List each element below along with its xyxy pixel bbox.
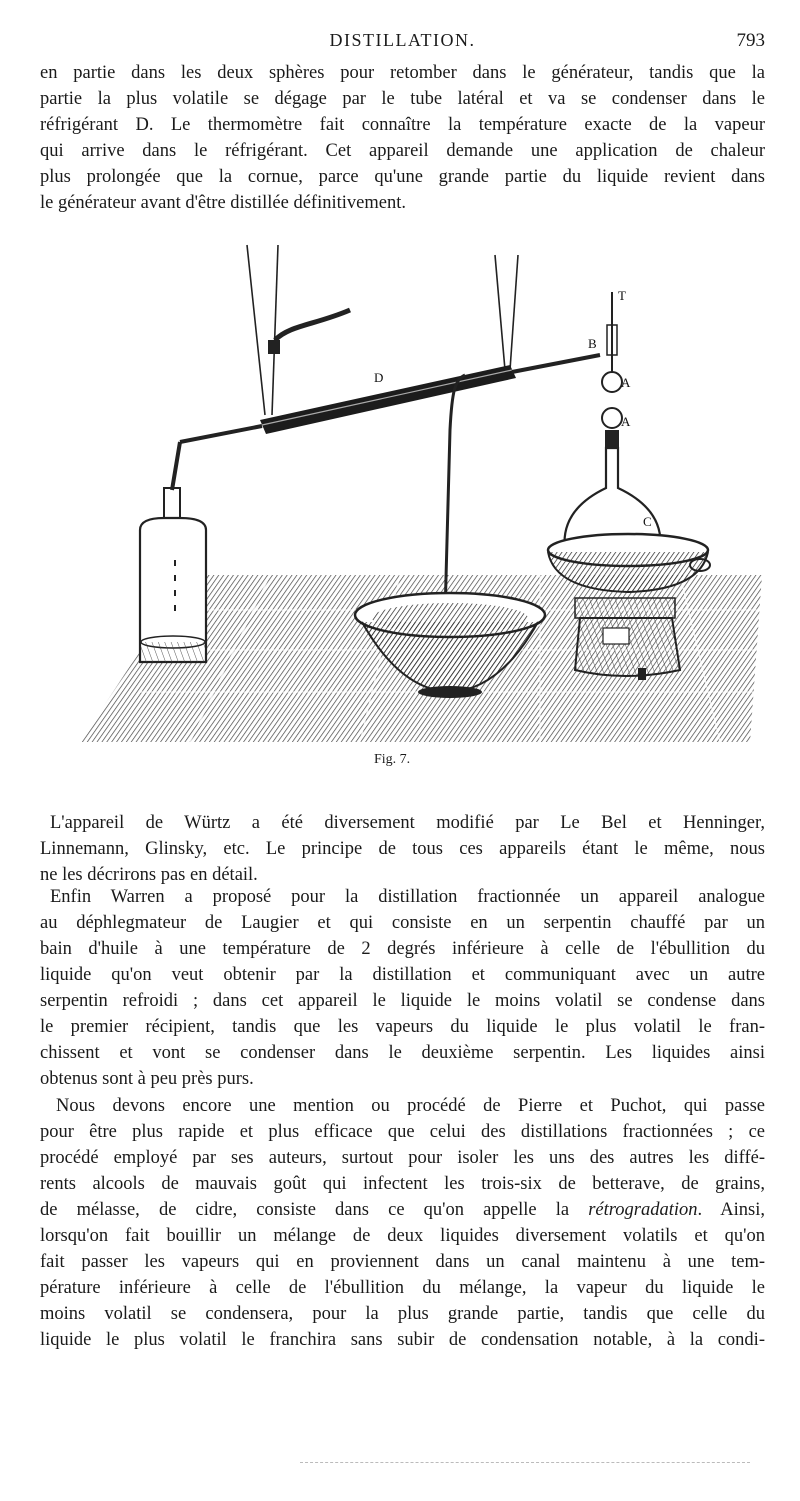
text-line: réfrigérant D. Le thermomètre fait connaître la température exacte de la vapeur bbox=[40, 115, 765, 135]
emphasis-retrogradation: rétrogradation bbox=[588, 1200, 698, 1220]
text-line: procédé employé par ses auteurs, surtout pour isoler les uns des autres les diffé- bbox=[40, 1148, 765, 1168]
text-line: obtenus sont à peu près purs. bbox=[40, 1069, 254, 1089]
text-line: pour être plus rapide et plus efficace que celui des distillations fractionnées ; ce bbox=[40, 1122, 765, 1142]
paragraph-1 bbox=[40, 60, 765, 216]
text-line: en partie dans les deux sphères pour retomber dans le générateur, tandis que la bbox=[40, 63, 765, 83]
text-line: bain d'huile à une température de 2 degrés inférieure à celle de l'ébullition du bbox=[40, 939, 765, 959]
text-line: au déphlegmateur de Laugier et qui consiste en un serpentin chauffé par un bbox=[40, 913, 765, 933]
water-inlet-tube bbox=[275, 310, 350, 340]
text-line: fait passer les vapeurs qui en proviennent dans un canal maintenu à une tem- bbox=[40, 1252, 765, 1272]
text-line: plus prolongée que la cornue, parce qu'une grande partie du liquide revient dans bbox=[40, 167, 765, 187]
text-line: Linnemann, Glinsky, etc. Le principe de tous ces appareils étant le même, nous bbox=[40, 839, 765, 859]
text-line: liquide qu'on veut obtenir par la distillation et communiquant avec un autre bbox=[40, 965, 765, 985]
text-line: lorsqu'on fait bouillir un mélange de deux liquides diversement volatils et qu'on bbox=[40, 1226, 765, 1246]
paragraph-2 bbox=[40, 810, 765, 888]
paragraph-4 bbox=[40, 1093, 765, 1353]
text-segment: . Ainsi, bbox=[697, 1200, 765, 1220]
apparatus-illustration bbox=[40, 230, 762, 750]
text-line: chissent et vont se condenser dans le deuxième serpentin. Les liquides ainsi bbox=[40, 1043, 765, 1063]
page-number: 793 bbox=[736, 30, 765, 51]
text-line: le générateur avant d'être distillée définitivement. bbox=[40, 193, 406, 213]
text-line: ne les décrirons pas en détail. bbox=[40, 865, 258, 885]
label-A-lower: A bbox=[621, 414, 631, 429]
text-line: pérature inférieure à celle de l'ébullition du mélange, la vapeur du liquide le bbox=[40, 1278, 765, 1298]
text-line: le premier récipient, tandis que les vapeurs du liquide le plus volatil le fran- bbox=[40, 1017, 765, 1037]
label-A-upper: A bbox=[621, 375, 631, 390]
page-header bbox=[40, 30, 765, 56]
receiver-bottle bbox=[140, 488, 206, 662]
text-line: rents alcools de mauvais goût qui infectent les trois-six de betterave, de grains, bbox=[40, 1174, 765, 1194]
label-T: T bbox=[618, 288, 626, 303]
running-title: DISTILLATION. bbox=[329, 30, 476, 50]
text-line: serpentin refroidi ; dans cet appareil le liquide le moins volatil se condense dans bbox=[40, 991, 765, 1011]
text-line bbox=[40, 1197, 765, 1223]
text-line: moins volatil se condensera, pour la plus grande partie, tandis que celle du bbox=[40, 1304, 765, 1324]
gas-burner bbox=[575, 598, 680, 680]
text-line: Enfin Warren a proposé pour la distillation fractionnée un appareil analogue bbox=[50, 887, 765, 907]
label-D: D bbox=[374, 370, 384, 385]
label-B: B bbox=[588, 336, 597, 351]
figure-caption: Fig. 7. bbox=[374, 752, 411, 767]
label-C: C bbox=[643, 514, 652, 529]
paragraph-3 bbox=[40, 884, 765, 1092]
text-line: partie la plus volatile se dégage par le tube latéral et va se condenser dans le bbox=[40, 89, 765, 109]
text-line: L'appareil de Würtz a été diversement modifié par Le Bel et Henninger, bbox=[50, 813, 765, 833]
text-line: Nous devons encore une mention ou procédé de Pierre et Puchot, qui passe bbox=[56, 1096, 765, 1116]
text-line: qui arrive dans le réfrigérant. Cet appareil demande une application de chaleur bbox=[40, 141, 765, 161]
text-segment: de mélasse, de cidre, consiste dans ce qu'on appelle la bbox=[40, 1200, 589, 1220]
text-line: liquide le plus volatil le franchira sans subir de condensation notable, à la condi- bbox=[40, 1330, 765, 1350]
condenser bbox=[180, 355, 600, 442]
print-bleed-mark bbox=[300, 1462, 750, 1467]
